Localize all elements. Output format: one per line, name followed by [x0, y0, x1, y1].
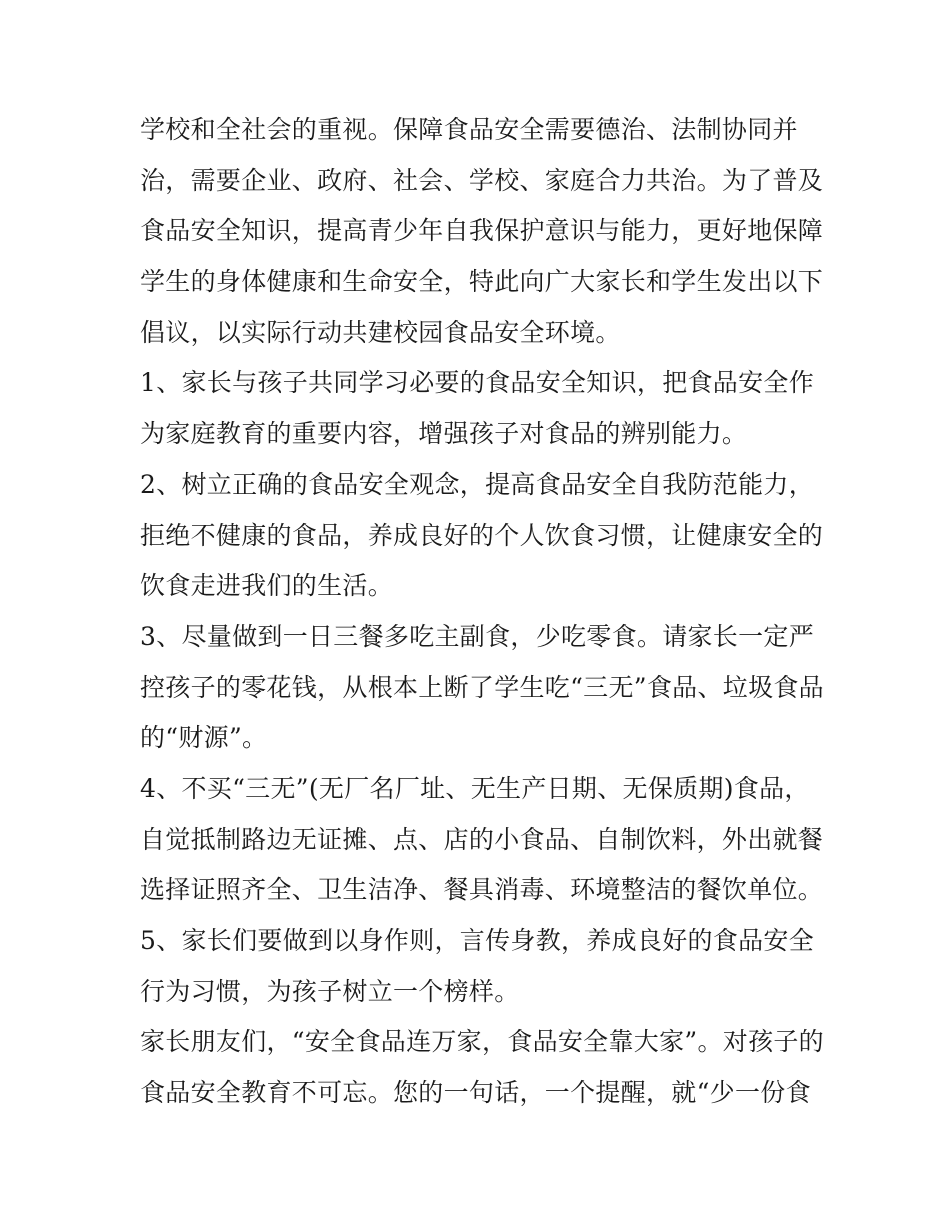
- list-item-1-line: 1、家长与孩子共同学习必要的食品安全知识，把食品安全作: [140, 368, 815, 398]
- list-item-5-line: 5、家长们要做到以身作则，言传身教，养成良好的食品安全: [140, 926, 815, 955]
- list-item-2-line: 2、树立正确的食品安全观念，提高食品安全自我防范能力，: [140, 469, 815, 499]
- closing-paragraph-line: 食品安全教育不可忘。您的一句话，一个提醒，就“少一份食: [140, 1078, 811, 1108]
- closing-paragraph-line: 家长朋友们，“安全食品连万家，食品安全靠大家”。对孩子的: [140, 1027, 824, 1057]
- list-item-5-line: 行为习惯，为孩子树立一个榜样。: [140, 976, 520, 1006]
- list-item-4-line: 自觉抵制路边无证摊、点、店的小食品、自制饮料，外出就餐: [140, 824, 824, 854]
- list-item-3-line: 控孩子的零花钱，从根本上断了学生吃“三无”食品、垃圾食品: [140, 672, 824, 702]
- text-line: 食品安全知识，提高青少年自我保护意识与能力，更好地保障: [140, 216, 824, 246]
- text-line: 学校和全社会的重视。保障食品安全需要德治、法制协同并: [140, 115, 798, 144]
- list-item-4-line: 4、不买“三无”(无厂名厂址、无生产日期、无保质期)食品，: [140, 773, 810, 803]
- text-line: 学生的身体健康和生命安全，特此向广大家长和学生发出以下: [140, 267, 824, 297]
- text-line: 倡议，以实际行动共建校园食品安全环境。: [140, 317, 621, 347]
- list-item-3-line: 3、尽量做到一日三餐多吃主副食，少吃零食。请家长一定严: [140, 621, 815, 651]
- list-item-2-line: 饮食走进我们的生活。: [140, 571, 394, 601]
- body-text: [140, 105, 824, 1119]
- text-line: 治，需要企业、政府、社会、学校、家庭合力共治。为了普及: [140, 165, 824, 195]
- list-item-4-line: 选择证照齐全、卫生洁净、餐具消毒、环境整洁的餐饮单位。: [140, 875, 824, 905]
- list-item-3-line: 的“财源”。: [140, 723, 268, 753]
- list-item-2-line: 拒绝不健康的食品，养成良好的个人饮食习惯，让健康安全的: [140, 520, 824, 550]
- list-item-1-line: 为家庭教育的重要内容，增强孩子对食品的辨别能力。: [140, 419, 748, 449]
